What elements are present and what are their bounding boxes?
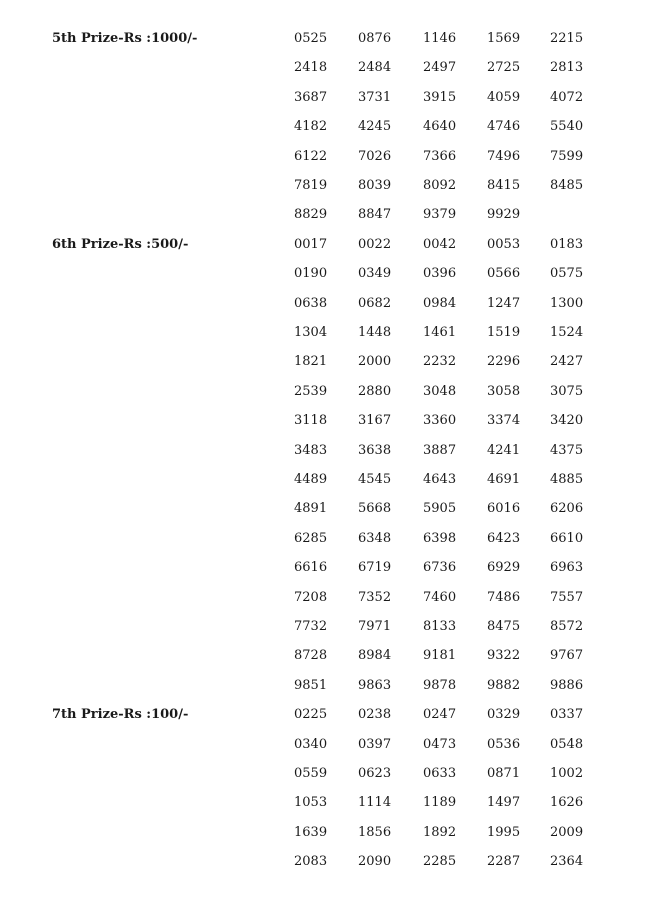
- winning-number: 0337: [550, 707, 584, 723]
- winning-number: 7208: [294, 589, 328, 605]
- winning-number: 1497: [487, 795, 521, 811]
- winning-number: 6398: [423, 530, 457, 546]
- winning-number: 6122: [294, 148, 328, 164]
- winning-number: 7460: [423, 589, 457, 605]
- winning-number: 4059: [487, 89, 521, 105]
- winning-number: 3048: [423, 383, 457, 399]
- winning-number: 1569: [487, 31, 521, 46]
- winning-number: 6423: [487, 530, 521, 546]
- winning-number: 9379: [423, 207, 457, 223]
- winning-number: 6016: [487, 501, 521, 517]
- prize-section-label: 5th Prize-Rs :1000/-: [52, 31, 198, 46]
- winning-number: 8728: [294, 648, 328, 664]
- winning-number: 9767: [550, 648, 584, 664]
- winning-number: 7486: [487, 589, 521, 605]
- winning-number: 3420: [550, 413, 584, 429]
- winning-number: 8092: [423, 178, 457, 193]
- winning-number: 3483: [294, 442, 328, 458]
- winning-number: 2880: [358, 383, 392, 399]
- winning-number: 7366: [423, 148, 457, 164]
- winning-number: 9181: [423, 648, 457, 664]
- prize-section-label: 6th Prize-Rs :500/-: [52, 236, 189, 252]
- winning-number: 2215: [550, 31, 584, 46]
- winning-number: 2083: [294, 854, 328, 870]
- winning-number: 2484: [358, 60, 392, 76]
- winning-number: 9929: [487, 207, 521, 223]
- winning-number: 7026: [358, 148, 392, 164]
- winning-number: 3915: [423, 89, 457, 105]
- winning-number: 2285: [423, 854, 457, 870]
- winning-number: 1856: [358, 824, 392, 840]
- winning-number: 0247: [423, 707, 457, 723]
- winning-number: 0042: [423, 236, 457, 252]
- winning-number: 2364: [550, 854, 584, 870]
- winning-number: 1002: [550, 766, 584, 781]
- winning-number: 1189: [423, 795, 457, 811]
- winning-number: 8475: [487, 619, 521, 634]
- winning-number: 0638: [294, 295, 328, 311]
- winning-number: 0238: [358, 707, 392, 723]
- winning-number: 8415: [487, 178, 521, 193]
- winning-number: 1114: [358, 795, 392, 811]
- winning-number: 4241: [487, 442, 521, 458]
- winning-number: 4072: [550, 89, 584, 105]
- winning-number: 9882: [487, 677, 521, 693]
- winning-number: 5668: [358, 501, 392, 517]
- winning-number: 2296: [487, 354, 521, 370]
- winning-number: 7732: [294, 619, 328, 634]
- winning-number: 0340: [294, 736, 328, 752]
- winning-number: 1821: [294, 354, 328, 370]
- winning-number: 6929: [487, 560, 521, 576]
- winning-number: 1519: [487, 325, 521, 340]
- winning-number: 9851: [294, 677, 328, 693]
- winning-number: 6736: [423, 560, 457, 576]
- winning-number: 0559: [294, 766, 328, 781]
- winning-number: 2813: [550, 60, 584, 76]
- winning-number: 4640: [423, 119, 457, 135]
- winning-number: 0984: [423, 295, 457, 311]
- winning-number: 2090: [358, 854, 392, 870]
- winning-number: 7819: [294, 178, 328, 193]
- winning-number: 2497: [423, 60, 457, 76]
- winning-number: 6348: [358, 530, 392, 546]
- winning-number: 7352: [358, 589, 392, 605]
- winning-number: 0183: [550, 236, 584, 252]
- winning-number: 3731: [358, 89, 392, 105]
- winning-number: 0473: [423, 736, 457, 752]
- winning-number: 8039: [358, 178, 392, 193]
- winning-number: 8984: [358, 648, 392, 664]
- winning-number: 2287: [487, 854, 521, 870]
- winning-number: 1448: [358, 325, 392, 340]
- winning-number: 6610: [550, 530, 584, 546]
- winning-number: 8829: [294, 207, 328, 223]
- winning-number: 0190: [294, 266, 328, 282]
- winning-number: 6206: [550, 501, 584, 517]
- winning-number: 7557: [550, 589, 584, 605]
- winning-number: 2418: [294, 60, 328, 76]
- winning-number: 0548: [550, 736, 584, 752]
- winning-number: 0633: [423, 766, 457, 781]
- winning-number: 0623: [358, 766, 392, 781]
- winning-number: 0022: [358, 236, 392, 252]
- winning-number: 4746: [487, 119, 521, 135]
- winning-number: 4182: [294, 119, 328, 135]
- winning-number: 2539: [294, 383, 328, 399]
- winning-number: 3374: [487, 413, 521, 429]
- winning-number: 5540: [550, 119, 584, 135]
- winning-number: 6963: [550, 560, 584, 576]
- winning-number: 3638: [358, 442, 392, 458]
- winning-number: 1995: [487, 824, 521, 840]
- winning-number: 0682: [358, 295, 392, 311]
- winning-number: 0536: [487, 736, 521, 752]
- winning-number: 0349: [358, 266, 392, 282]
- winning-number: 1639: [294, 824, 328, 840]
- winning-number: 6616: [294, 560, 328, 576]
- winning-number: 9322: [487, 648, 521, 664]
- winning-number: 8572: [550, 619, 584, 634]
- winning-number: 1304: [294, 325, 328, 340]
- winning-number: 9863: [358, 677, 392, 693]
- winning-number: 0329: [487, 707, 521, 723]
- prize-section-label: 7th Prize-Rs :100/-: [52, 707, 189, 723]
- winning-number: 1524: [550, 325, 584, 340]
- winning-number: 7971: [358, 619, 392, 634]
- winning-number: 0017: [294, 236, 328, 252]
- winning-number: 3075: [550, 383, 584, 399]
- winning-number: 8485: [550, 178, 584, 193]
- winning-number: 4545: [358, 472, 392, 487]
- winning-number: 3687: [294, 89, 328, 105]
- winning-number: 6719: [358, 560, 392, 576]
- winning-number: 1892: [423, 824, 457, 840]
- winning-number: 2009: [550, 824, 584, 840]
- winning-number: 2427: [550, 354, 584, 370]
- winning-number: 0397: [358, 736, 392, 752]
- winning-number: 3118: [294, 413, 328, 429]
- winning-number: 9878: [423, 677, 457, 693]
- winning-number: 0575: [550, 266, 584, 282]
- winning-number: 1626: [550, 795, 584, 811]
- winning-number: 6285: [294, 530, 328, 546]
- winning-number: 4245: [358, 119, 392, 135]
- winning-number: 1247: [487, 295, 521, 311]
- winning-number: 4885: [550, 472, 584, 487]
- winning-number: 2232: [423, 354, 457, 370]
- winning-number: 0871: [487, 766, 521, 781]
- winning-number: 0053: [487, 236, 521, 252]
- winning-number: 8133: [423, 619, 457, 634]
- winning-number: 1053: [294, 795, 328, 811]
- winning-number: 8847: [358, 207, 392, 223]
- winning-number: 5905: [423, 501, 457, 517]
- winning-number: 1300: [550, 295, 584, 311]
- winning-number: 7496: [487, 148, 521, 164]
- winning-number: 4375: [550, 442, 584, 458]
- winning-number: 7599: [550, 148, 584, 164]
- winning-number: 0525: [294, 31, 328, 46]
- winning-number: 4643: [423, 472, 457, 487]
- winning-number: 3167: [358, 413, 392, 429]
- winning-number: 0876: [358, 31, 392, 46]
- winning-number: 2725: [487, 60, 521, 76]
- winning-number: 3360: [423, 413, 457, 429]
- winning-number: 2000: [358, 354, 392, 370]
- winning-number: 4891: [294, 501, 328, 517]
- winning-number: 1461: [423, 325, 457, 340]
- winning-number: 4691: [487, 472, 521, 487]
- winning-number: 4489: [294, 472, 328, 487]
- winning-number: 0225: [294, 707, 328, 723]
- winning-number: 1146: [423, 31, 457, 46]
- winning-number: 0566: [487, 266, 521, 282]
- winning-number: 3887: [423, 442, 457, 458]
- winning-number: 3058: [487, 383, 521, 399]
- winning-number: 0396: [423, 266, 457, 282]
- winning-number: 9886: [550, 677, 584, 693]
